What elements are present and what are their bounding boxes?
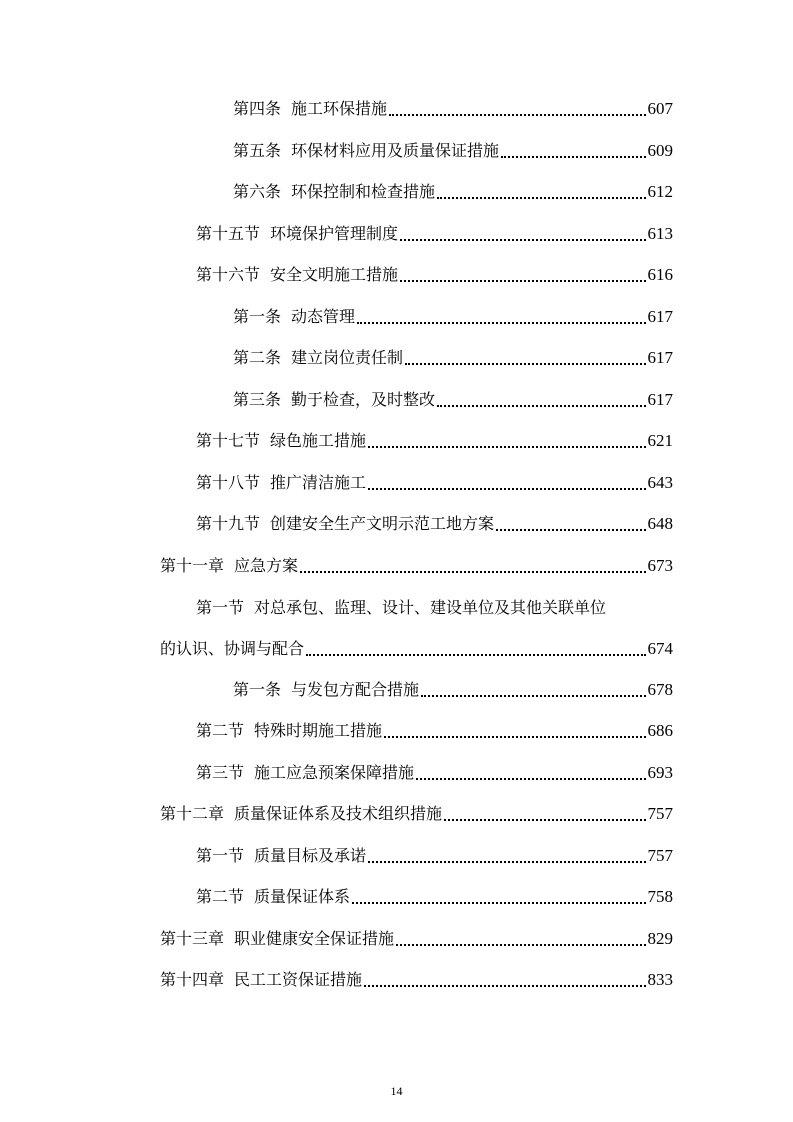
toc-entry-title: 环保材料应用及质量保证措施 [291,141,500,160]
toc-entry-wrapped-continuation[interactable] [160,635,673,663]
toc-entry-title: 绿色施工措施 [270,431,367,450]
toc-entry[interactable] [196,261,673,289]
toc-entry-page: 617 [647,307,673,326]
toc-entry-page: 686 [647,721,673,740]
toc-entry-title: 对总承包、监理、设计、建设单位及其他关联单位 [254,598,607,617]
toc-dot-leader [300,571,645,573]
toc-dot-leader [396,944,645,946]
toc-entry-page: 829 [647,929,673,948]
toc-entry[interactable] [196,717,673,745]
toc-entry-title: 推广清洁施工 [270,473,367,492]
toc-entry-page: 617 [647,348,673,367]
toc-dot-leader [400,280,645,282]
toc-entry-title: 民工工资保证措施 [234,970,363,989]
toc-entry[interactable] [233,386,673,414]
toc-dot-leader [364,985,645,987]
toc-dot-leader [368,488,645,490]
toc-entry-title: 特殊时期施工措施 [254,721,383,740]
toc-entry-page: 616 [647,265,673,284]
toc-entry-title: 勤于检查，及时整改 [291,390,436,409]
toc-dot-leader [352,902,645,904]
toc-dot-leader [496,529,645,531]
toc-entry-number: 第十七节 [196,431,261,450]
toc-entry-page: 833 [647,970,673,989]
toc-entry-page: 678 [647,680,673,699]
toc-dot-leader [306,654,645,656]
toc-entry-title: 创建安全生产文明示范工地方案 [270,514,495,533]
toc-entry-title: 施工环保措施 [291,99,388,118]
toc-entry[interactable] [233,303,673,331]
toc-entry-number: 第十六节 [196,265,261,284]
toc-entry-number: 第一条 [233,680,282,699]
toc-entry-number: 第五条 [233,141,282,160]
page-footer-number: 14 [390,1084,403,1098]
toc-entry-page: 617 [647,390,673,409]
toc-entry-page: 674 [647,639,673,658]
toc-entry-number: 第十八节 [196,473,261,492]
toc-dot-leader [405,363,645,365]
toc-dot-leader [389,114,645,116]
toc-entry[interactable] [233,344,673,372]
toc-entry[interactable] [160,552,673,580]
toc-entry-number: 第六条 [233,182,282,201]
toc-dot-leader [400,239,645,241]
toc-entry[interactable] [233,95,673,123]
toc-entry-title: 建立岗位责任制 [291,348,404,367]
toc-entry[interactable] [160,966,673,994]
toc-entry-number: 第十四章 [160,970,225,989]
toc-entry-page: 757 [647,804,673,823]
toc-dot-leader [444,819,645,821]
toc-entry-page: 613 [647,224,673,243]
toc-entry-number: 第二条 [233,348,282,367]
toc-entry-page: 643 [647,473,673,492]
toc-entry-number: 第十九节 [196,514,261,533]
toc-entry-title: 环境保护管理制度 [270,224,399,243]
toc-entry-title-continuation: 的认识、协调与配合 [160,639,305,658]
toc-entry-title: 动态管理 [291,307,356,326]
toc-entry-title: 质量保证体系及技术组织措施 [234,804,443,823]
toc-entry-number: 第十三章 [160,929,225,948]
toc-dot-leader [416,778,645,780]
toc-dot-leader [421,695,645,697]
toc-dot-leader [501,156,645,158]
toc-entry-number: 第十五节 [196,224,261,243]
toc-entry-number: 第十二章 [160,804,225,823]
toc-entry-title: 施工应急预案保障措施 [254,763,415,782]
toc-entry-number: 第一节 [196,846,245,865]
toc-entry-number: 第一条 [233,307,282,326]
toc-entry-page: 612 [647,182,673,201]
toc-entry-title: 与发包方配合措施 [291,680,420,699]
toc-entry-page: 648 [647,514,673,533]
toc-entry-page: 609 [647,141,673,160]
toc-entry-page: 758 [647,887,673,906]
toc-entry-number: 第三条 [233,390,282,409]
toc-entry[interactable] [196,842,673,870]
toc-entry[interactable] [196,427,673,455]
toc-entry-title: 职业健康安全保证措施 [234,929,395,948]
toc-dot-leader [384,736,645,738]
toc-entry-title: 环保控制和检查措施 [291,182,436,201]
toc-entry[interactable] [196,510,673,538]
toc-entry-page: 757 [647,846,673,865]
toc-entry-wrapped-first-line[interactable] [196,594,673,622]
toc-entry[interactable] [196,469,673,497]
toc-entry-number: 第一节 [196,598,245,617]
toc-entry-page: 673 [647,556,673,575]
toc-entry-title: 质量保证体系 [254,887,351,906]
toc-entry-number: 第二节 [196,721,245,740]
toc-dot-leader [357,322,645,324]
toc-entry-title: 应急方案 [234,556,299,575]
toc-dot-leader [437,197,645,199]
toc-entry[interactable] [196,220,673,248]
toc-entry[interactable] [196,883,673,911]
toc-entry[interactable] [196,759,673,787]
toc-entry[interactable] [233,137,673,165]
toc-dot-leader [368,446,645,448]
toc-entry-number: 第二节 [196,887,245,906]
toc-dot-leader [368,861,645,863]
toc-entry-page: 621 [647,431,673,450]
toc-entry-number: 第十一章 [160,556,225,575]
toc-entry-title: 质量目标及承诺 [254,846,367,865]
toc-entry-title: 安全文明施工措施 [270,265,399,284]
toc-entry-number: 第三节 [196,763,245,782]
toc-entry-page: 693 [647,763,673,782]
toc-dot-leader [437,405,645,407]
toc-entry[interactable] [160,800,673,828]
toc-entry[interactable] [160,925,673,953]
toc-entry-page: 607 [647,99,673,118]
toc-entry[interactable] [233,676,673,704]
toc-entry-number: 第四条 [233,99,282,118]
toc-entry[interactable] [233,178,673,206]
